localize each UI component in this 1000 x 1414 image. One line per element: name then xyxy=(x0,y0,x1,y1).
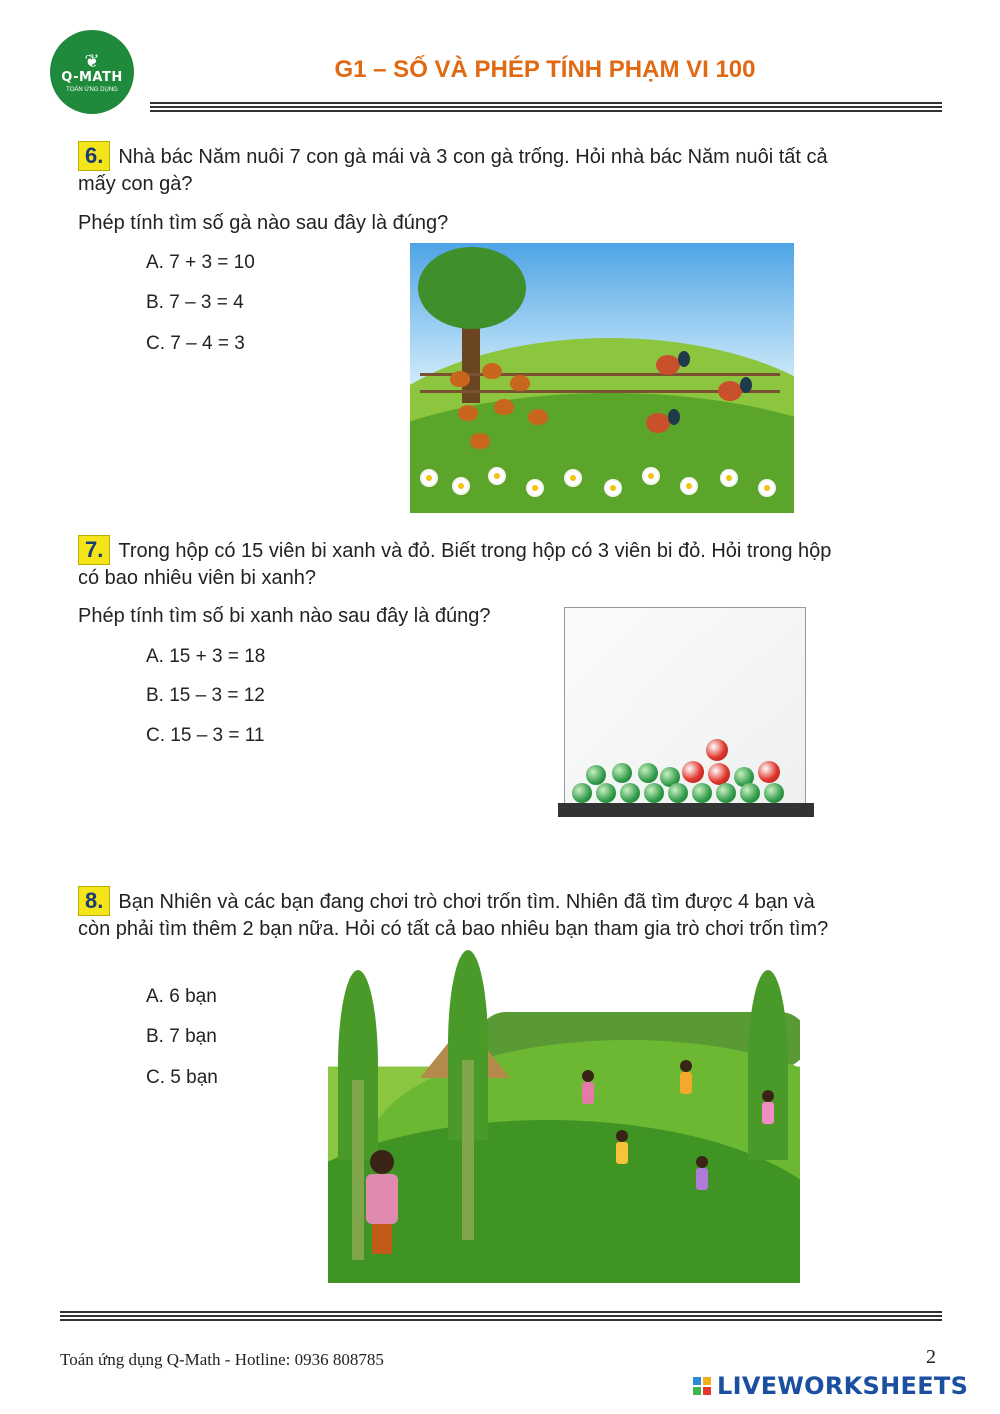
hen-icon xyxy=(450,371,470,387)
hide-and-seek-illustration xyxy=(328,950,800,1283)
logo-name: Q-MATH xyxy=(61,69,123,85)
flower-icon xyxy=(606,481,620,495)
green-marble-icon xyxy=(764,783,784,803)
page-number: 2 xyxy=(926,1346,936,1368)
green-marble-icon xyxy=(586,765,606,785)
footer-rule xyxy=(60,1315,942,1317)
flower-icon xyxy=(490,469,504,483)
hen-icon xyxy=(510,375,530,391)
hen-icon xyxy=(482,363,502,379)
question-8-option-a[interactable]: A. 6 bạn xyxy=(146,986,217,1007)
green-marble-icon xyxy=(612,763,632,783)
question-6-prompt: Phép tính tìm số gà nào sau đây là đúng? xyxy=(78,212,449,234)
question-6-number: 6. xyxy=(78,141,110,171)
red-marble-icon xyxy=(708,763,730,785)
hen-icon xyxy=(528,409,548,425)
logo-subtitle: TOÁN ỨNG DỤNG xyxy=(66,86,118,93)
hen-icon xyxy=(458,405,478,421)
green-marble-icon xyxy=(740,783,760,803)
child-icon xyxy=(614,1130,630,1164)
qmath-logo xyxy=(50,30,134,114)
red-marble-icon xyxy=(758,761,780,783)
green-marble-icon xyxy=(692,783,712,803)
flower-icon xyxy=(682,479,696,493)
rooster-icon xyxy=(656,355,680,375)
question-7-prompt: Phép tính tìm số bi xanh nào sau đây là đúng? xyxy=(78,605,491,627)
red-marble-icon xyxy=(706,739,728,761)
hen-icon xyxy=(494,399,514,415)
marble-box-illustration xyxy=(558,607,814,825)
flower-icon xyxy=(760,481,774,495)
liveworksheets-brand[interactable] xyxy=(693,1372,968,1400)
flower-icon xyxy=(644,469,658,483)
question-7-text: 7. Trong hộp có 15 viên bi xanh và đỏ. Biết trong hộp có 3 viên bi đỏ. Hỏi trong hộp có bao nhiêu viên bi xanh? xyxy=(78,537,832,589)
leaf-icon: ❦ xyxy=(84,50,100,71)
seeker-child-icon xyxy=(362,1150,402,1254)
footer-rule xyxy=(60,1319,942,1321)
rooster-icon xyxy=(646,413,670,433)
question-7-option-a[interactable]: A. 15 + 3 = 18 xyxy=(146,646,266,667)
header-rule xyxy=(150,106,942,108)
flower-icon xyxy=(422,471,436,485)
child-icon xyxy=(760,1090,776,1124)
flower-icon xyxy=(722,471,736,485)
footer-contact: Toán ứng dụng Q-Math - Hotline: 0936 808785 xyxy=(60,1350,384,1369)
flower-icon xyxy=(566,471,580,485)
question-8-option-c[interactable]: C. 5 bạn xyxy=(146,1067,218,1088)
rooster-icon xyxy=(718,381,742,401)
question-7-option-b[interactable]: B. 15 – 3 = 12 xyxy=(146,685,265,706)
child-icon xyxy=(580,1070,596,1104)
green-marble-icon xyxy=(644,783,664,803)
question-7-option-c[interactable]: C. 15 – 3 = 11 xyxy=(146,725,265,746)
question-7-number: 7. xyxy=(78,535,110,565)
child-icon xyxy=(678,1060,694,1094)
question-8-text: 8. Bạn Nhiên và các bạn đang chơi trò chơi trốn tìm. Nhiên đã tìm được 4 bạn và còn phải tìm thêm 2 bạn nữa. Hỏi có tất cả bao nhiêu bạn tham gia trò chơi trốn tìm? xyxy=(78,888,829,940)
question-6-option-b[interactable]: B. 7 – 3 = 4 xyxy=(146,292,244,313)
green-marble-icon xyxy=(596,783,616,803)
question-6-option-c[interactable]: C. 7 – 4 = 3 xyxy=(146,333,245,354)
header-rule xyxy=(150,110,942,112)
child-icon xyxy=(694,1156,710,1190)
question-6-option-a[interactable]: A. 7 + 3 = 10 xyxy=(146,252,255,273)
palm-tree-icon xyxy=(748,970,788,1160)
question-6-text: 6. Nhà bác Năm nuôi 7 con gà mái và 3 con gà trống. Hỏi nhà bác Năm nuôi tất cả mấy con gà? xyxy=(78,143,828,195)
question-8-number: 8. xyxy=(78,886,110,916)
green-marble-icon xyxy=(620,783,640,803)
flower-icon xyxy=(454,479,468,493)
brand-name: LIVEWORKSHEETS xyxy=(717,1372,969,1400)
hen-icon xyxy=(470,433,490,449)
green-marble-icon xyxy=(572,783,592,803)
question-8-option-b[interactable]: B. 7 bạn xyxy=(146,1026,217,1047)
red-marble-icon xyxy=(682,761,704,783)
green-marble-icon xyxy=(638,763,658,783)
farm-illustration xyxy=(410,243,794,513)
green-marble-icon xyxy=(668,783,688,803)
footer-rule xyxy=(60,1311,942,1313)
green-marble-icon xyxy=(716,783,736,803)
header-rule xyxy=(150,102,942,104)
liveworksheets-logo-icon xyxy=(693,1377,711,1395)
page-title: G1 – SỐ VÀ PHÉP TÍNH PHẠM VI 100 xyxy=(334,56,756,83)
flower-icon xyxy=(528,481,542,495)
